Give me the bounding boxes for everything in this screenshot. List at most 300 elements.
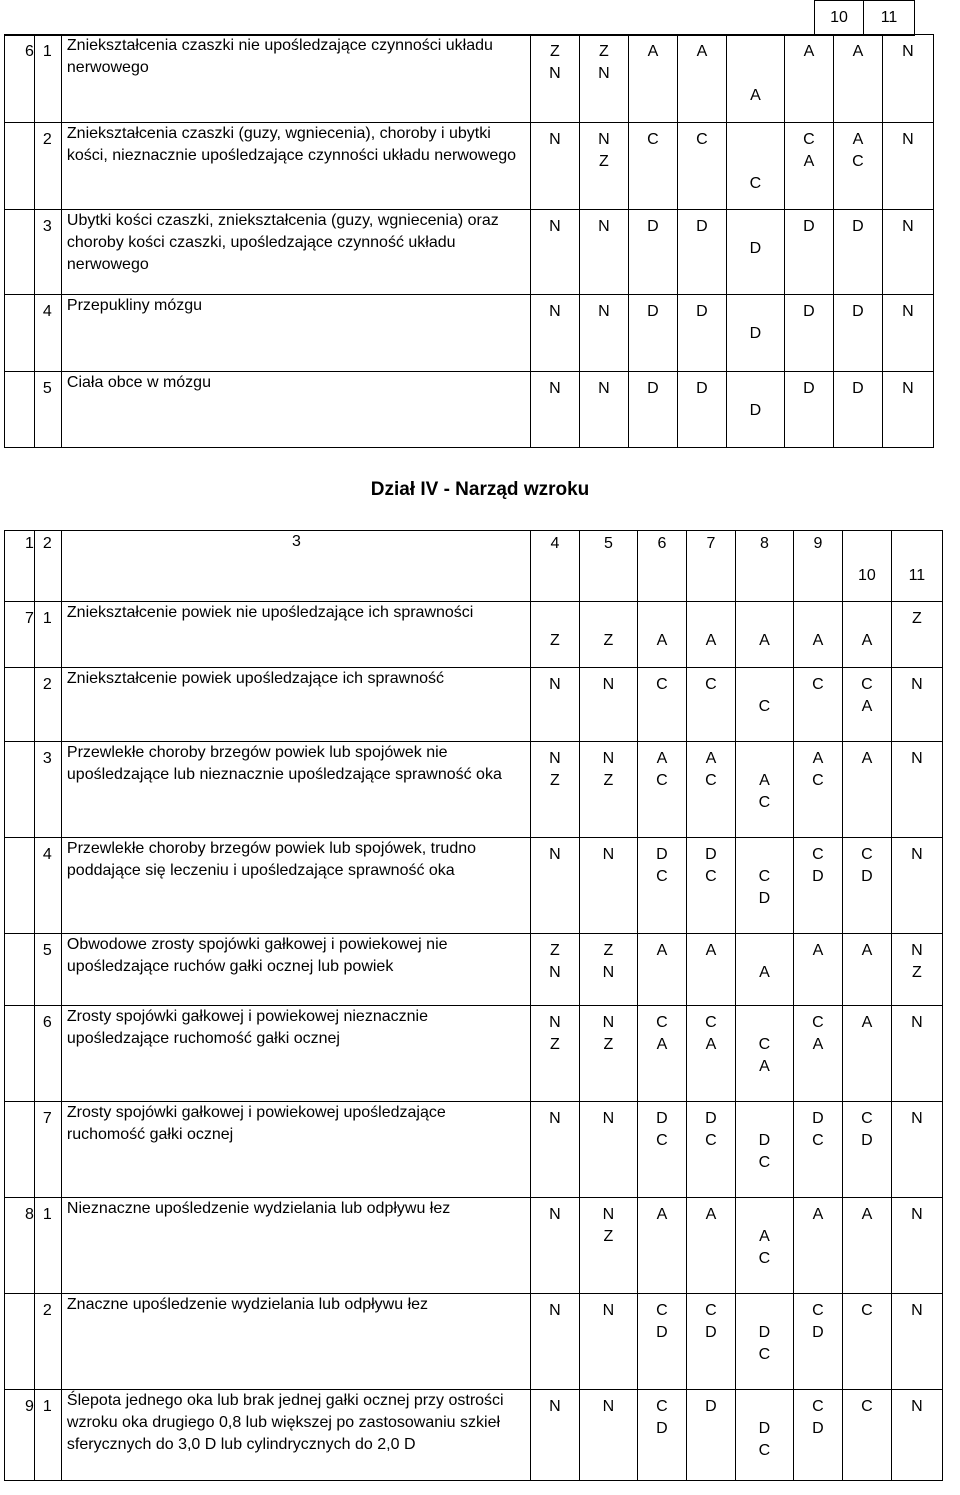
category-value: A: [852, 131, 864, 148]
table-row: [5, 934, 943, 1006]
category-value: A: [705, 942, 717, 959]
category-cell-c6: [628, 35, 677, 123]
category-value: A: [861, 1206, 873, 1223]
category-cell-c6: [637, 668, 686, 742]
category-cell-c11: [891, 1198, 942, 1294]
category-cell-c10: [833, 35, 882, 123]
category-cell-c5: [579, 210, 628, 295]
category-value: C: [812, 1398, 824, 1415]
category-cell-c7: [686, 668, 735, 742]
category-cell-c6: [637, 1294, 686, 1390]
category-value: D: [705, 1110, 717, 1127]
category-value: A: [705, 632, 717, 649]
item-description: Zrosty spojówki gałkowej i powiekowej upośledzające ruchomość gałki ocznej: [61, 1102, 530, 1198]
category-cell-c5: [579, 1294, 637, 1390]
section2-table: [4, 530, 943, 1481]
category-cell-c8: [735, 602, 793, 668]
category-value: A: [696, 43, 708, 60]
category-cell-c10: [842, 1390, 891, 1481]
category-value: C: [696, 131, 708, 148]
category-value: Z: [550, 632, 560, 649]
item-description: Zniekształcenie powiek upośledzające ich sprawność: [61, 668, 530, 742]
item-number: 1: [34, 1198, 61, 1294]
category-cell-c4: [530, 123, 579, 210]
table-row: [5, 1102, 943, 1198]
category-value: C: [705, 676, 717, 693]
category-cell-c10: [842, 1294, 891, 1390]
category-cell-c11: [891, 934, 942, 1006]
category-value: D: [803, 380, 815, 397]
category-value: Z: [912, 610, 922, 627]
category-value: C: [705, 1302, 717, 1319]
category-value: [843, 608, 891, 630]
category-cell-c8: [735, 742, 793, 838]
category-value: [736, 1204, 793, 1226]
category-value: N: [549, 1110, 561, 1127]
table-row: [5, 1294, 943, 1390]
category-cell-c8: [726, 35, 784, 123]
category-value: [531, 608, 579, 630]
category-value: A: [812, 750, 824, 767]
category-value: N: [549, 131, 561, 148]
category-cell-c4: [530, 1294, 579, 1390]
category-cell-c6: [637, 838, 686, 934]
category-value: N: [902, 380, 914, 397]
category-cell-c5: [579, 1102, 637, 1198]
item-number: 4: [34, 838, 61, 934]
category-cell-c5: [579, 1198, 637, 1294]
category-value: N: [911, 1398, 923, 1415]
category-cell-c11: [882, 295, 933, 372]
item-number: 2: [34, 668, 61, 742]
category-cell-c11: [882, 372, 933, 448]
category-value: Z: [550, 942, 560, 959]
category-cell-c9: [793, 668, 842, 742]
category-value: D: [812, 1420, 824, 1437]
category-value: N: [911, 1110, 923, 1127]
category-value: A: [759, 772, 770, 789]
column-header-c5: 5: [579, 531, 637, 602]
category-cell-c4: [530, 934, 579, 1006]
category-value: [736, 1300, 793, 1322]
category-value: C: [861, 846, 873, 863]
section-number: [5, 1294, 35, 1390]
top-header-table: [4, 0, 915, 36]
category-cell-c7: [677, 295, 726, 372]
category-value: A: [861, 750, 873, 767]
category-value: A: [861, 698, 873, 715]
category-value: [736, 674, 793, 696]
category-value: N: [549, 964, 561, 981]
column-header-c8: 8: [735, 531, 793, 602]
category-cell-c8: [735, 838, 793, 934]
category-cell-c10: [833, 295, 882, 372]
category-cell-c8: [726, 210, 784, 295]
category-cell-c9: [793, 1390, 842, 1481]
category-value: N: [602, 846, 615, 863]
category-cell-c10: [842, 1198, 891, 1294]
category-value: C: [812, 676, 824, 693]
section-number: 8: [5, 1198, 35, 1294]
category-cell-c8: [726, 123, 784, 210]
category-value: D: [758, 1324, 771, 1341]
category-cell-c11: [891, 1102, 942, 1198]
category-value: D: [852, 303, 864, 320]
category-value: C: [812, 846, 824, 863]
category-cell-c7: [686, 1198, 735, 1294]
category-value: N: [549, 380, 561, 397]
category-value: [736, 1396, 793, 1418]
item-description: Zniekształcenia czaszki (guzy, wgniecenia), choroby i ubytki kości, nieznacznie upośledzające czynności układu nerwowego: [61, 123, 530, 210]
category-value: C: [656, 676, 668, 693]
category-value: A: [647, 43, 659, 60]
category-cell-c10: [842, 934, 891, 1006]
column-header-c6: 6: [637, 531, 686, 602]
category-value: C: [705, 868, 717, 885]
category-cell-c11: [882, 123, 933, 210]
category-cell-c8: [735, 934, 793, 1006]
category-value: [736, 844, 793, 866]
category-value: N: [902, 43, 914, 60]
category-cell-c6: [637, 1102, 686, 1198]
category-value: N: [602, 1398, 615, 1415]
category-value: D: [705, 1398, 717, 1415]
category-cell-c11: [891, 1294, 942, 1390]
category-value: C: [861, 1110, 873, 1127]
category-cell-c9: [784, 123, 833, 210]
category-value: N: [911, 942, 923, 959]
category-value: [727, 151, 784, 173]
category-value: N: [598, 218, 610, 235]
category-value: A: [759, 1058, 770, 1075]
category-value: N: [549, 1398, 561, 1415]
category-value: [727, 216, 784, 238]
category-cell-c4: [530, 668, 579, 742]
category-cell-c6: [637, 1390, 686, 1481]
category-value: A: [656, 942, 668, 959]
category-cell-c7: [686, 1294, 735, 1390]
category-value: C: [656, 1014, 668, 1031]
category-cell-c11: [891, 1006, 942, 1102]
category-cell-c7: [677, 123, 726, 210]
category-value: A: [750, 87, 761, 104]
category-cell-c9: [784, 35, 833, 123]
category-cell-c9: [793, 934, 842, 1006]
category-value: C: [656, 772, 668, 789]
item-number: 1: [34, 602, 61, 668]
section-title: Dział IV - Narząd wzroku: [370, 479, 590, 500]
category-value: C: [749, 175, 762, 192]
category-cell-c7: [686, 934, 735, 1006]
table-row: [5, 1006, 943, 1102]
category-cell-c7: [686, 602, 735, 668]
category-cell-c6: [637, 742, 686, 838]
category-value: C: [758, 1346, 771, 1363]
section1-table: [4, 34, 934, 448]
category-cell-c11: [891, 1390, 942, 1481]
category-value: N: [549, 218, 561, 235]
category-value: C: [852, 153, 864, 170]
category-cell-c9: [793, 742, 842, 838]
category-value: A: [812, 632, 824, 649]
category-value: C: [812, 1132, 824, 1149]
top-header-blank: [4, 1, 815, 36]
category-cell-c10: [842, 1102, 891, 1198]
section-number: [5, 372, 35, 448]
category-cell-c10: [842, 1006, 891, 1102]
category-cell-c10: [842, 742, 891, 838]
category-cell-c4: [530, 1390, 579, 1481]
category-value: Z: [603, 1036, 614, 1053]
table-row: [5, 838, 943, 934]
category-value: N: [602, 1206, 615, 1223]
category-value: C: [861, 676, 873, 693]
category-value: C: [705, 772, 717, 789]
category-cell-c9: [784, 210, 833, 295]
top-header-col10: 10: [815, 1, 864, 36]
category-value: D: [705, 1324, 717, 1341]
category-value: A: [656, 1206, 668, 1223]
category-value: D: [749, 402, 762, 419]
category-value: Z: [603, 772, 614, 789]
category-value: C: [656, 868, 668, 885]
category-cell-c6: [637, 1198, 686, 1294]
category-cell-c9: [784, 295, 833, 372]
category-cell-c8: [735, 1390, 793, 1481]
category-cell-c5: [579, 123, 628, 210]
category-value: C: [647, 131, 659, 148]
category-value: D: [749, 325, 762, 342]
category-value: N: [602, 676, 615, 693]
category-cell-c10: [833, 210, 882, 295]
category-value: A: [656, 1036, 668, 1053]
category-value: Z: [603, 1228, 614, 1245]
category-cell-c6: [637, 1006, 686, 1102]
item-number: 2: [34, 123, 61, 210]
category-cell-c9: [784, 372, 833, 448]
table-row: [5, 1390, 943, 1481]
category-value: N: [549, 846, 561, 863]
category-value: A: [656, 632, 668, 649]
category-cell-c7: [686, 1006, 735, 1102]
section-number: 6: [5, 35, 35, 123]
category-cell-c5: [579, 668, 637, 742]
category-value: D: [812, 1110, 824, 1127]
section-number: 9: [5, 1390, 35, 1481]
category-value: Z: [599, 43, 609, 60]
category-cell-c7: [686, 1102, 735, 1198]
category-value: C: [758, 1036, 771, 1053]
item-number: 7: [34, 1102, 61, 1198]
table-row: [5, 742, 943, 838]
category-value: [727, 378, 784, 400]
category-value: C: [656, 1302, 668, 1319]
category-value: N: [549, 1206, 561, 1223]
category-value: Z: [603, 942, 614, 959]
category-value: C: [803, 131, 815, 148]
category-value: C: [861, 1302, 873, 1319]
category-value: D: [656, 1324, 668, 1341]
category-cell-c10: [842, 838, 891, 934]
category-value: [736, 1108, 793, 1130]
category-value: N: [602, 750, 615, 767]
category-value: A: [803, 43, 815, 60]
category-value: D: [758, 1132, 771, 1149]
item-description: Znaczne upośledzenie wydzielania lub odpływu łez: [61, 1294, 530, 1390]
category-value: A: [812, 1206, 824, 1223]
category-cell-c11: [882, 210, 933, 295]
category-value: [736, 940, 793, 962]
category-value: Z: [550, 43, 560, 60]
category-value: A: [656, 750, 668, 767]
category-cell-c4: [530, 1006, 579, 1102]
category-cell-c4: [530, 602, 579, 668]
category-value: D: [758, 1420, 771, 1437]
category-cell-c9: [793, 1294, 842, 1390]
item-number: 6: [34, 1006, 61, 1102]
category-value: [727, 41, 784, 63]
category-value: N: [602, 1014, 615, 1031]
category-cell-c10: [833, 123, 882, 210]
category-value: C: [812, 1014, 824, 1031]
table-row: [5, 1198, 943, 1294]
category-value: C: [758, 698, 771, 715]
section-number: [5, 295, 35, 372]
category-cell-c11: [891, 668, 942, 742]
category-value: [638, 608, 686, 630]
category-cell-c4: [530, 295, 579, 372]
category-value: Z: [550, 772, 560, 789]
category-value: D: [812, 868, 824, 885]
category-value: D: [696, 380, 708, 397]
category-value: C: [758, 1442, 771, 1459]
category-value: C: [812, 1302, 824, 1319]
category-cell-c10: [842, 668, 891, 742]
category-value: D: [696, 303, 708, 320]
category-value: [727, 63, 784, 85]
item-number: 5: [34, 934, 61, 1006]
category-value: A: [705, 750, 717, 767]
column-header-c3: 3: [61, 531, 530, 602]
item-description: Ciała obce w mózgu: [61, 372, 530, 448]
category-value: D: [705, 846, 717, 863]
category-value: D: [803, 303, 815, 320]
category-cell-c7: [686, 1390, 735, 1481]
category-value: A: [705, 1206, 717, 1223]
category-value: N: [598, 131, 610, 148]
category-value: A: [861, 1014, 873, 1031]
category-cell-c6: [628, 372, 677, 448]
table-row: [5, 668, 943, 742]
category-value: [580, 608, 637, 630]
category-cell-c8: [735, 1198, 793, 1294]
item-description: Zniekształcenia czaszki nie upośledzające czynności układu nerwowego: [61, 35, 530, 123]
category-value: [727, 129, 784, 151]
category-cell-c4: [530, 742, 579, 838]
category-cell-c6: [637, 934, 686, 1006]
category-cell-c5: [579, 838, 637, 934]
category-value: Z: [603, 632, 614, 649]
category-cell-c7: [677, 372, 726, 448]
category-value: N: [911, 846, 923, 863]
category-cell-c11: [891, 742, 942, 838]
category-value: C: [705, 1132, 717, 1149]
section-number: [5, 838, 35, 934]
item-number: 1: [34, 1390, 61, 1481]
column-header-c9: 9: [793, 531, 842, 602]
category-value: Z: [599, 153, 609, 170]
section-number: [5, 210, 35, 295]
category-cell-c5: [579, 1006, 637, 1102]
category-cell-c4: [530, 838, 579, 934]
top-header-col11: 11: [864, 1, 915, 36]
table-row: [5, 372, 934, 448]
category-value: N: [602, 1302, 615, 1319]
category-value: D: [852, 218, 864, 235]
category-cell-c8: [726, 295, 784, 372]
category-value: N: [549, 676, 561, 693]
category-cell-c9: [793, 1198, 842, 1294]
category-cell-c4: [530, 1102, 579, 1198]
column-header-c11: 11: [891, 531, 942, 602]
item-number: 5: [34, 372, 61, 448]
item-description: Obwodowe zrosty spojówki gałkowej i powiekowej nie upośledzające ruchów gałki ocznej lub powiek: [61, 934, 530, 1006]
category-cell-c4: [530, 372, 579, 448]
category-value: N: [911, 1014, 923, 1031]
category-cell-c7: [686, 742, 735, 838]
item-description: Przewlekłe choroby brzegów powiek lub spojówek nie upośledzające lub nieznacznie upośledzające sprawność oka: [61, 742, 530, 838]
section-number: [5, 123, 35, 210]
category-cell-c6: [628, 295, 677, 372]
column-header-c2: 2: [34, 531, 61, 602]
item-number: 4: [34, 295, 61, 372]
category-value: C: [758, 1154, 771, 1171]
category-value: D: [852, 380, 864, 397]
category-cell-c8: [735, 1102, 793, 1198]
category-value: A: [861, 632, 873, 649]
category-cell-c5: [579, 295, 628, 372]
category-value: N: [598, 65, 610, 82]
category-cell-c6: [628, 210, 677, 295]
table-row: [5, 295, 934, 372]
category-value: [727, 301, 784, 323]
category-value: D: [656, 1420, 668, 1437]
category-value: N: [549, 750, 561, 767]
section-number: [5, 1102, 35, 1198]
table-row: [5, 123, 934, 210]
category-cell-c5: [579, 934, 637, 1006]
category-value: A: [759, 632, 770, 649]
category-cell-c11: [891, 838, 942, 934]
category-cell-c5: [579, 1390, 637, 1481]
category-value: D: [758, 890, 771, 907]
category-cell-c11: [891, 602, 942, 668]
category-cell-c5: [579, 742, 637, 838]
category-value: D: [656, 1110, 668, 1127]
category-value: N: [902, 131, 914, 148]
section-number: 7: [5, 602, 35, 668]
category-value: [687, 608, 735, 630]
column-header-row: [5, 531, 943, 602]
section-number: [5, 1006, 35, 1102]
category-value: [736, 748, 793, 770]
item-description: Przewlekłe choroby brzegów powiek lub spojówek, trudno poddające się leczeniu i upośledzające sprawność oka: [61, 838, 530, 934]
category-value: D: [861, 1132, 873, 1149]
category-value: D: [647, 380, 659, 397]
table-row: [5, 35, 934, 123]
category-cell-c7: [677, 210, 726, 295]
category-cell-c9: [793, 602, 842, 668]
